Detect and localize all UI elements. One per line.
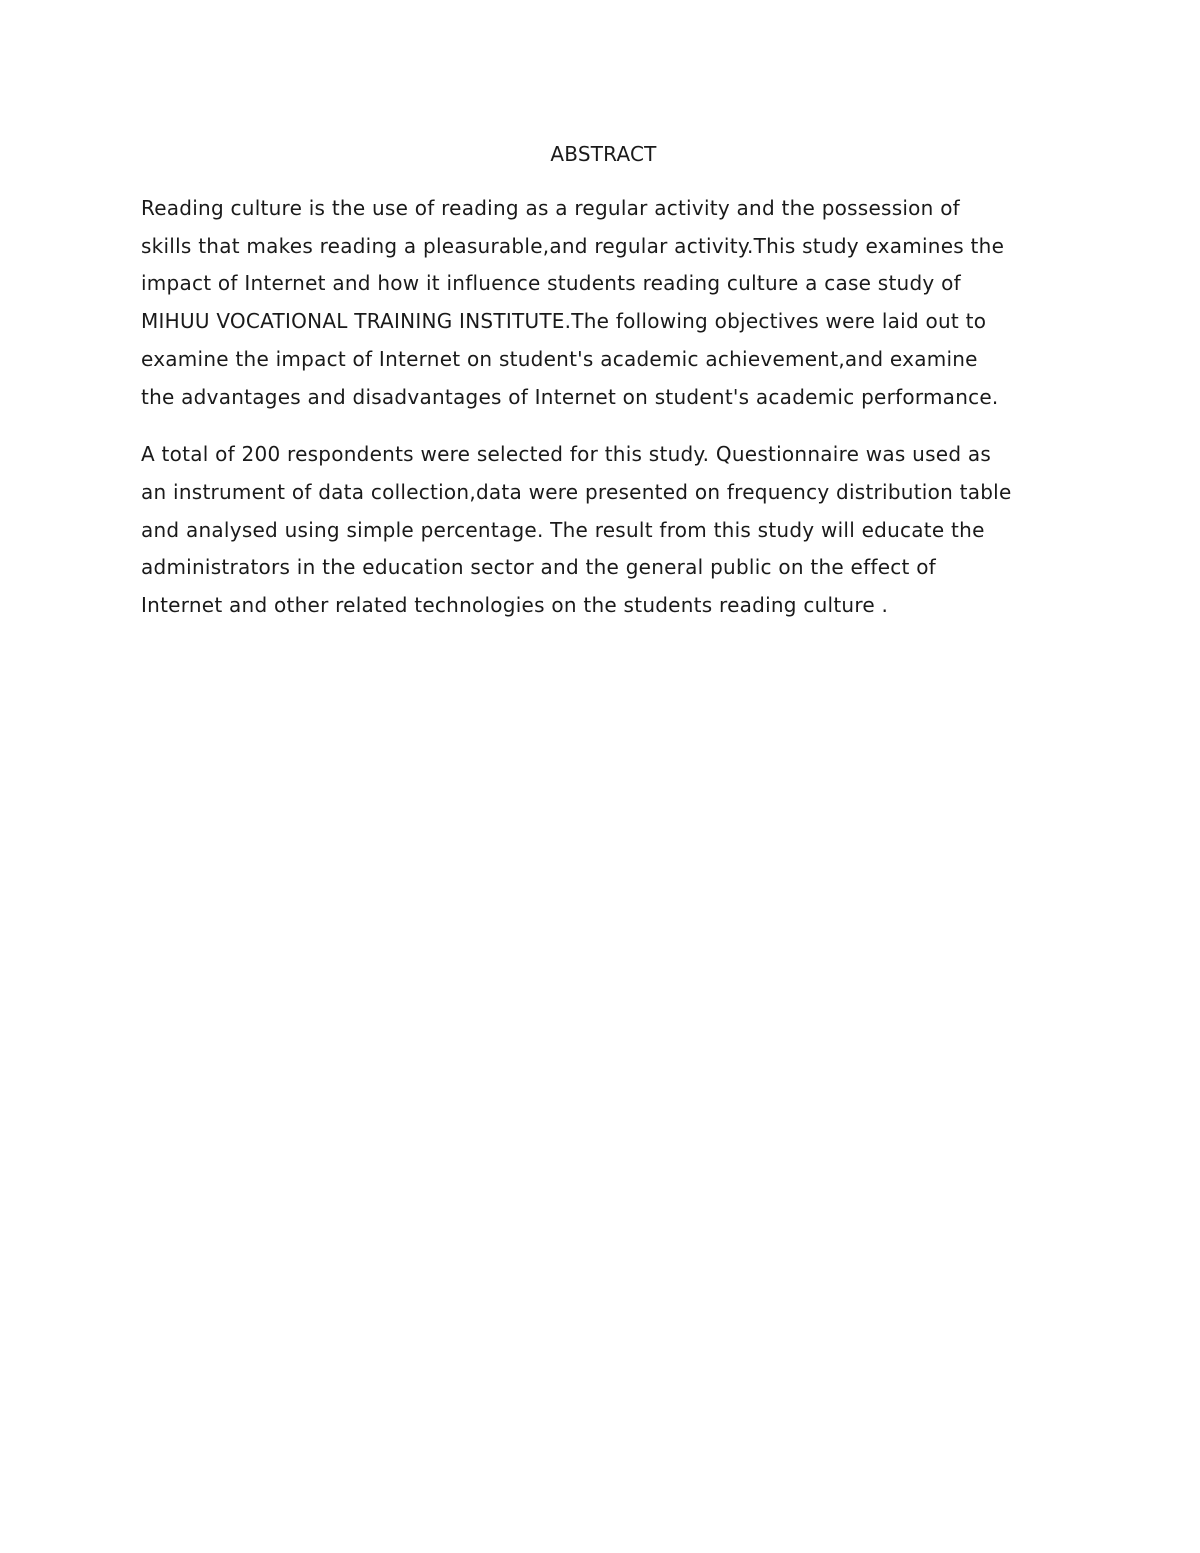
text-line: impact of Internet and how it influence students reading culture a case study of — [141, 271, 961, 296]
abstract-paragraph-1 — [141, 190, 1066, 416]
text-line: Internet and other related technologies on the students reading culture . — [141, 593, 889, 618]
text-line: A total of 200 respondents were selected for this study. Questionnaire was used as — [141, 442, 992, 467]
text-line: MIHUU VOCATIONAL TRAINING INSTITUTE.The following objectives were laid out to — [141, 309, 987, 334]
abstract-title: ABSTRACT — [550, 142, 657, 166]
text-line: skills that makes reading a pleasurable,and regular activity.This study examines the — [141, 233, 1005, 258]
text-line: administrators in the education sector and the general public on the effect of — [141, 555, 936, 580]
abstract-paragraph-2 — [141, 436, 1066, 625]
text-line: examine the impact of Internet on student's academic achievement,and examine — [141, 346, 978, 371]
text-line: and analysed using simple percentage. The result from this study will educate the — [141, 517, 985, 542]
text-line: the advantages and disadvantages of Internet on student's academic performance. — [141, 384, 999, 409]
document-body — [141, 140, 1066, 645]
text-line: an instrument of data collection,data were presented on frequency distribution table — [141, 479, 1012, 504]
text-line: Reading culture is the use of reading as a regular activity and the possession of — [141, 196, 960, 220]
